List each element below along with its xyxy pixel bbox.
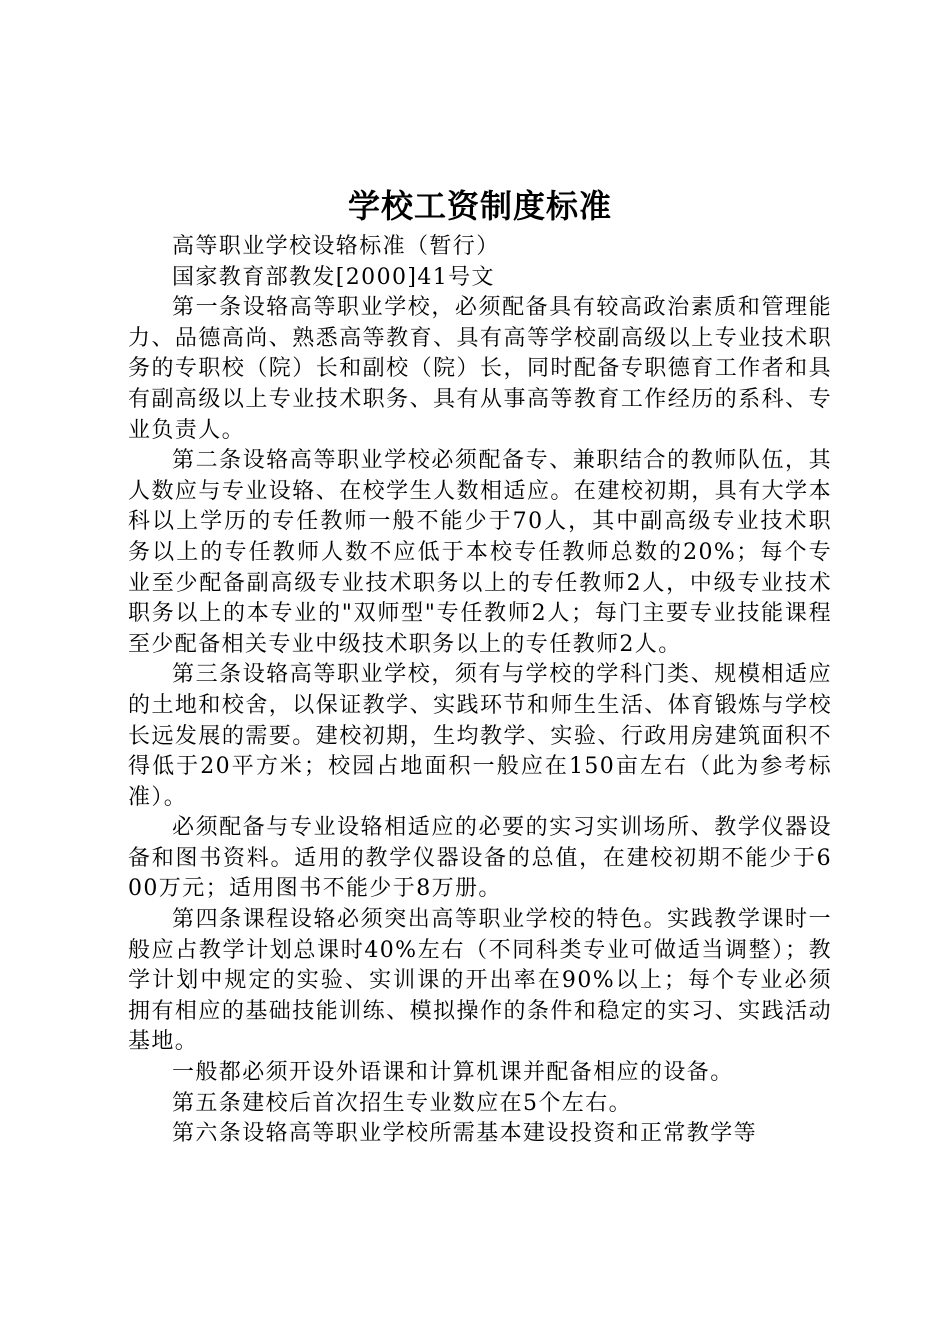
- paragraph-article-1: 第一条设辂高等职业学校，必须配备具有较高政治素质和管理能力、品德高尚、熟悉高等教育、具有高等学校副高级以上专业技术职务的专职校（院）长和副校（院）长，同时配备专职德育工作者和具有副高级以上专业技术职务、具有从事高等教育工作经历的系科、专业负责人。: [128, 295, 832, 443]
- document-title: 学校工资制度标准: [347, 187, 612, 225]
- paragraph-article-4: 第四条课程设辂必须突出高等职业学校的特色。实践教学课时一般应占教学计划总课时40%左右（不同科类专业可做适当调整）；教学计划中规定的实验、实训课的开出率在90%以上；每个专业必须拥有相应的基础技能训练、模拟操作的条件和稳定的实习、实践活动基地。: [128, 907, 832, 1055]
- paragraph-article-5: 第五条建校后首次招生专业数应在5个左右。: [172, 1090, 632, 1116]
- paragraph-article-4-courses: 一般都必须开设外语课和计算机课并配备相应的设备。: [172, 1060, 734, 1086]
- paragraph-document-number: 国家教育部教发[2000]41号文: [172, 264, 495, 290]
- paragraph-article-3: 第三条设辂高等职业学校，须有与学校的学科门类、规模相适应的土地和校舍，以保证教学、实践环节和师生生活、体育锻炼与学校长远发展的需要。建校初期，生均教学、实验、行政用房建筑面积不得低于20平方米；校园占地面积一般应在150亩左右（此为参考标准）。: [128, 662, 832, 810]
- paragraph-article-2: 第二条设辂高等职业学校必须配备专、兼职结合的教师队伍，其人数应与专业设辂、在校学生人数相适应。在建校初期，具有大学本科以上学历的专任教师一般不能少于70人，其中副高级专业技术职务以上的专任教师人数不应低于本校专任教师总数的20%；每个专业至少配备副高级专业技术职务以上的专任教师2人，中级专业技术职务以上的本专业的"双师型"专任教师2人；每门主要专业技能课程至少配备相关专业中级技术职务以上的专任教师2人。: [128, 448, 832, 657]
- document-page: [128, 184, 832, 1150]
- paragraph-article-3-equipment: 必须配备与专业设辂相适应的必要的实习实训场所、教学仪器设备和图书资料。适用的教学仪器设备的总值，在建校初期不能少于600万元；适用图书不能少于8万册。: [128, 815, 832, 902]
- paragraph-article-6: 第六条设辂高等职业学校所需基本建设投资和正常教学等: [172, 1121, 758, 1147]
- paragraph-standard-name: 高等职业学校设辂标准（暂行）: [172, 234, 500, 259]
